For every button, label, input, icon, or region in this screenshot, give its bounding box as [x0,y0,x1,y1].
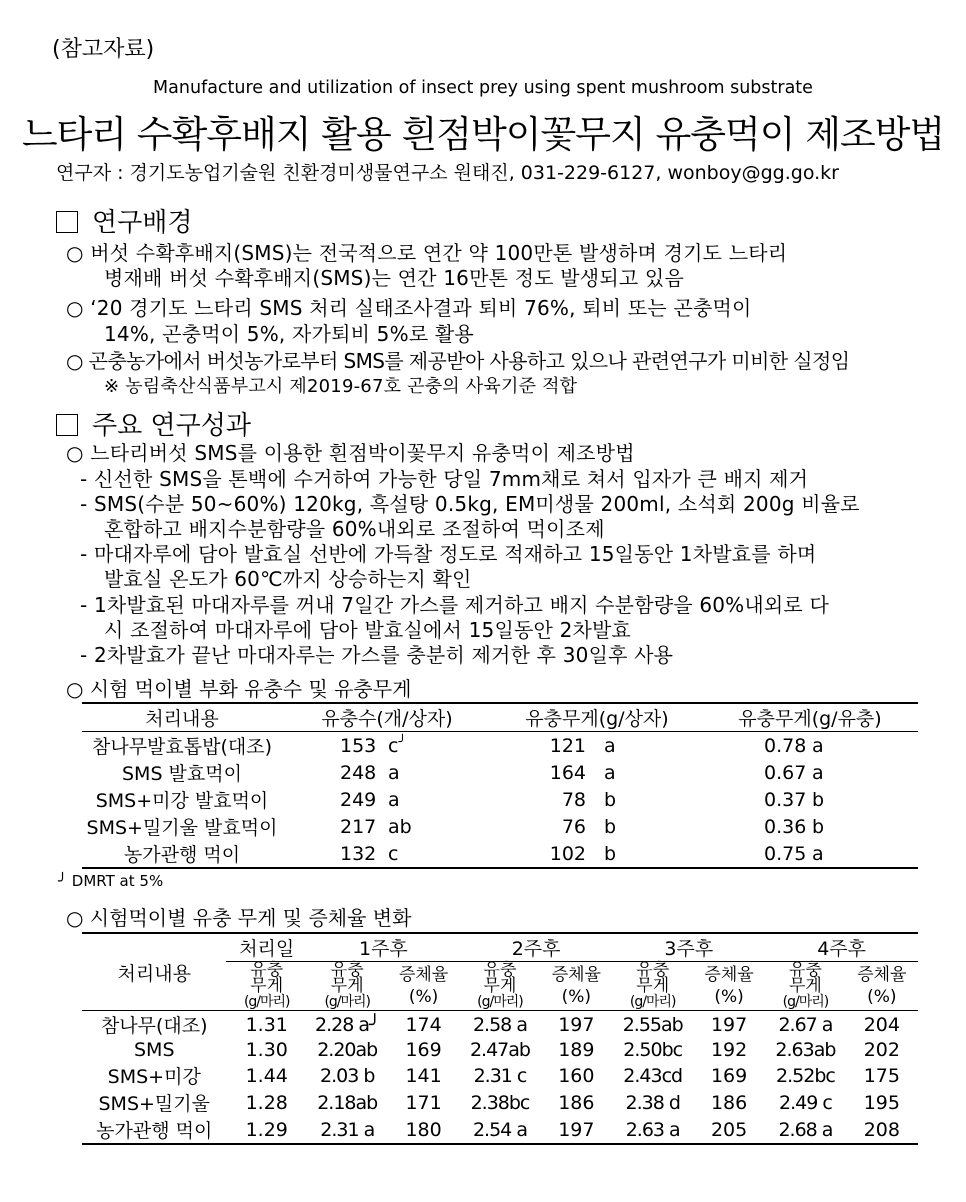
group-letter: a [604,734,616,757]
value-cell: 174 [405,1013,442,1036]
text-line: - 2차발효가 끝난 마대자루는 가스를 충분히 제거한 후 30일후 사용 [80,643,674,667]
reference-label: (참고자료) [52,37,155,62]
table-body [82,732,918,869]
group-letter: a [388,788,400,811]
subheader-text: (g/마리) [324,994,371,1010]
group-header: 4주후 [765,933,918,962]
text-line: 14%, 곤충먹이 5%, 자가퇴비 5%로 활용 [104,322,474,346]
value-cell: 171 [405,1091,442,1114]
subheader-text: 증체율 [704,965,754,985]
value-cell: 1.30 [245,1039,288,1061]
count-value: 153 [340,734,377,757]
subheader-text: 유충 [250,960,284,980]
weight-subheader [612,962,693,1011]
count-cell [282,813,492,840]
value-cell: 2.55ab [622,1013,683,1036]
korean-title: 느타리 수확후배지 활용 흰점박이꽃무지 유충먹이 제조방법 [21,113,945,156]
weight-gain-table [82,932,918,1145]
value-cell: 189 [558,1039,595,1061]
treatment-cell: SMS+미강 [107,1066,201,1088]
box-weight-cell [492,840,702,868]
value-cell: 169 [710,1064,748,1087]
value-cell: 186 [710,1091,748,1114]
larva-count-weight-table [82,702,918,869]
text-line: - 신선한 SMS을 톤백에 수거하여 가능한 당일 7mm채로 쳐서 입자가 큰 배지 제거 [80,467,809,491]
count-cell [282,840,492,868]
subheader-text: 증체율 [398,965,449,985]
value-cell: 2.18ab [317,1091,378,1114]
group-letter: c [388,842,399,865]
value-cell: 2.28 a╯ [315,1013,380,1036]
value-cell: 197 [558,1013,595,1036]
weight-subheader [460,962,541,1011]
larva-weight-value: 0.75 [764,842,807,865]
box-weight-value: 102 [549,842,586,865]
text-line: ○ 버섯 수확후배지(SMS)는 전국적으로 연간 약 100만톤 발생하며 경기도 느타리 [66,241,788,265]
author-line: 연구자 : 경기도농업기술원 친환경미생물연구소 원태진, 031-229-6127, wonboy@gg.go.kr [56,162,839,184]
value-cell: 2.31 c [473,1064,527,1087]
value-cell: 2.52bc [776,1064,835,1087]
box-weight-value: 76 [561,815,586,838]
subheader-text: 증체율 [857,965,907,985]
table1-caption: ○ 시험 먹이별 부화 유충수 및 유충무게 [66,677,412,701]
value-cell: 1.29 [245,1118,288,1141]
value-cell: 2.43cd [623,1064,683,1087]
larva-weight-cell [702,732,918,760]
table-row [82,840,918,868]
treatment-cell: 농가관행 먹이 [123,844,241,866]
subheader-text: 무게 [789,976,822,996]
treatment-cell: SMS+미강 발효먹이 [95,790,269,812]
box-weight-cell [492,732,702,760]
group-header: 1주후 [307,933,460,962]
text-line: 발효실 온도가 60℃까지 상승하는지 확인 [104,567,472,591]
subheader-text: (g/마리) [477,994,523,1010]
value-cell: 197 [558,1118,595,1141]
table-row [82,732,918,760]
value-cell: 195 [863,1091,900,1114]
value-cell: 160 [558,1064,595,1087]
subheader-text: 유충 [330,960,364,980]
treatment-cell: SMS [133,1039,175,1061]
count-value: 217 [340,815,377,838]
group-letter: b [604,815,617,838]
subheader-text: 유충 [636,960,670,980]
subheader-text: 무게 [330,976,364,996]
checkbox-square-icon [56,414,78,436]
rate-subheader [387,962,459,1011]
section-background-heading [56,202,192,239]
value-cell: 197 [710,1013,748,1036]
section-heading-text: 연구배경 [92,208,193,238]
weight-subheader [765,962,846,1011]
treatment-cell: SMS+밀기울 [98,1093,210,1115]
rate-subheader [693,962,765,1011]
rate-subheader [846,962,918,1011]
larva-weight-cell [702,813,918,840]
subheader-text: 증체율 [551,965,601,985]
count-cell [282,732,492,760]
subheader-text: 무게 [250,976,284,996]
table-row [82,1038,918,1062]
value-cell: 2.58 a [472,1013,527,1036]
count-value: 132 [340,842,377,865]
value-cell: 2.49 c [779,1091,832,1114]
column-header: 처리내용 [82,703,282,732]
checkbox-square-icon [56,211,78,233]
value-cell: 2.31 a [320,1118,375,1141]
value-cell: 180 [405,1118,442,1141]
value-cell: 1.44 [245,1064,288,1087]
value-cell: 2.20ab [317,1039,378,1061]
group-header: 2주후 [460,933,613,962]
treatment-cell: SMS+밀기울 발효먹이 [86,817,278,839]
text-line: - 마대자루에 담아 발효실 선반에 가득찰 정도로 적재하고 15일동안 1차발효를 하며 [80,542,817,566]
dmrt-footnote: ╯ DMRT at 5% [58,872,164,890]
text-line: ○ 느타리버섯 SMS를 이용한 흰점박이꽃무지 유충먹이 제조방법 [66,441,635,465]
value-cell: 2.63ab [775,1039,836,1061]
subheader-text: 유충 [483,960,517,980]
group-letter: a [812,761,824,784]
table-body [82,1011,918,1145]
larva-weight-value: 0.37 [764,788,807,811]
value-cell: 1.28 [245,1091,288,1114]
box-weight-value: 121 [549,734,586,757]
value-cell: 2.38bc [470,1091,530,1114]
text-line: ○ 곤충농가에서 버섯농가로부터 SMS를 제공받아 사용하고 있으나 관련연구가 미비한 실정임 [66,349,850,373]
value-cell: 208 [863,1118,900,1141]
subheader-text: (%) [867,987,897,1007]
value-cell: 186 [558,1091,595,1114]
text-line: ※ 농림축산식품부고시 제2019-67호 곤충의 사육기준 적합 [104,376,578,397]
value-cell: 2.38 d [625,1091,680,1114]
larva-weight-cell [702,759,918,786]
group-letter: b [604,788,617,811]
subheader-text: (%) [561,987,592,1007]
group-letter: b [604,842,617,865]
group-header: 처리일 [226,933,307,962]
text-line: 시 조절하여 마대자루에 담아 발효실에서 15일동안 2차발효 [104,618,632,642]
larva-weight-cell [702,840,918,868]
value-cell: 204 [863,1013,900,1036]
count-value: 248 [340,761,377,784]
group-letter: c [388,734,399,757]
table-row [82,1062,918,1089]
table-row [82,1116,918,1144]
text-line: 혼합하고 배지수분함량을 60%내외로 조절하여 먹이조제 [104,517,605,541]
subheader-text: (g/마리) [243,994,290,1010]
weight-subheader [226,962,307,1011]
column-header: 유충무게(g/유충) [702,703,918,732]
larva-weight-cell [702,786,918,813]
value-cell: 175 [863,1064,900,1087]
table-row [82,786,918,813]
count-cell [282,786,492,813]
english-title: Manufacture and utilization of insect prey using spent mushroom substrate [153,78,813,98]
value-cell: 2.68 a [778,1118,833,1141]
text-line: - SMS(수분 50~60%) 120kg, 흑설탕 0.5kg, EM미생물 200ml, 소석회 200g 비율로 [80,492,860,516]
table-row [82,759,918,786]
group-letter: a [812,734,824,757]
box-weight-value: 164 [549,761,586,784]
subheader-text: (g/마리) [782,994,829,1010]
subheader-text: 무게 [483,976,517,996]
value-cell: 2.50bc [623,1039,683,1061]
table-row [82,1011,918,1039]
subheader-text: (g/마리) [629,994,676,1010]
treatment-cell: SMS 발효먹이 [122,763,242,785]
value-cell: 205 [710,1118,748,1141]
subheader-text: (%) [714,987,744,1007]
footnote-mark: ╯ [398,734,407,750]
larva-weight-value: 0.78 [764,734,807,757]
group-letter: b [812,815,825,838]
value-cell: 192 [710,1039,748,1061]
group-letter: b [812,788,825,811]
table-row [82,1089,918,1116]
box-weight-value: 78 [561,788,586,811]
treatment-cell: 농가관행 먹이 [96,1120,213,1142]
table2-caption: ○ 시험먹이별 유충 무게 및 증체율 변화 [66,906,412,930]
text-line: - 1차발효된 마대자루를 꺼내 7일간 가스를 제거하고 배지 수분함량을 60%내외로 다 [80,593,830,617]
column-header: 유충수(개/상자) [282,703,492,732]
group-letter: a [604,761,616,784]
count-cell [282,759,492,786]
box-weight-cell [492,759,702,786]
rate-subheader [540,962,612,1011]
value-cell: 202 [863,1039,900,1061]
larva-weight-value: 0.36 [764,815,807,838]
value-cell: 1.31 [245,1013,288,1036]
column-header: 유충무게(g/상자) [492,703,702,732]
box-weight-cell [492,786,702,813]
group-letter: a [388,761,400,784]
treatment-cell: 참나무발효톱밥(대조) [91,736,272,758]
weight-subheader [307,962,388,1011]
group-letter: ab [388,815,412,838]
count-value: 249 [340,788,377,811]
larva-weight-value: 0.67 [764,761,807,784]
subheader-text: 무게 [636,976,670,996]
subheader-text: 유충 [789,960,822,980]
group-header: 3주후 [612,933,765,962]
value-cell: 2.47ab [469,1039,530,1061]
section-heading-text: 주요 연구성과 [92,411,251,441]
value-cell: 2.63 a [625,1118,680,1141]
row-header: 처리내용 [82,933,226,1011]
text-line: ○ ‘20 경기도 느타리 SMS 처리 실태조사결과 퇴비 76%, 퇴비 또는 곤충먹이 [66,296,752,320]
value-cell: 169 [405,1039,442,1061]
value-cell: 2.03 b [320,1064,375,1087]
group-letter: a [812,842,824,865]
text-line: 병재배 버섯 수확후배지(SMS)는 연간 16만톤 정도 발생되고 있음 [104,266,684,290]
treatment-cell: 참나무(대조) [100,1015,208,1037]
value-cell: 141 [405,1064,442,1087]
subheader-text: (%) [408,987,439,1007]
box-weight-cell [492,813,702,840]
value-cell: 2.67 a [778,1013,833,1036]
value-cell: 2.54 a [472,1118,527,1141]
table-row [82,813,918,840]
